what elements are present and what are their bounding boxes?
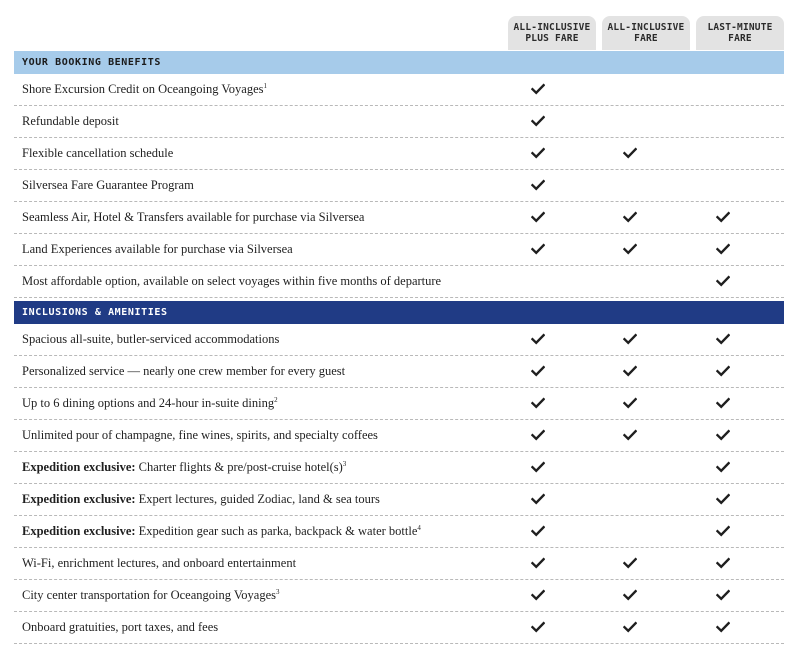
check-icon: [531, 333, 545, 345]
row-label-text: Seamless Air, Hotel & Transfers available for purchase via Silversea: [22, 210, 365, 224]
check-icon: [531, 83, 545, 95]
check-icon: [531, 429, 545, 441]
table-row: [14, 580, 784, 612]
row-label-text: Unlimited pour of champagne, fine wines, spirits, and specialty coffees: [22, 428, 378, 442]
check-icon: [716, 243, 730, 255]
row-label: [22, 612, 218, 643]
column-header-line2: PLUS FARE: [525, 33, 579, 44]
row-label: [22, 452, 346, 483]
row-label: [22, 580, 280, 611]
table-row: [14, 420, 784, 452]
row-label-emphasis: Expedition exclusive:: [22, 524, 136, 538]
footnote-marker: 2: [274, 396, 278, 404]
row-label: [22, 324, 279, 355]
row-label-text: Personalized service — nearly one crew member for every guest: [22, 364, 346, 378]
check-icon: [623, 211, 637, 223]
check-icon: [623, 333, 637, 345]
check-icon: [531, 243, 545, 255]
check-icon: [716, 397, 730, 409]
check-icon: [531, 147, 545, 159]
row-label: [22, 388, 278, 419]
row-label: [22, 484, 380, 515]
footnote-marker: 4: [417, 524, 421, 532]
check-icon: [531, 365, 545, 377]
table-row: [14, 74, 784, 106]
footnote-marker: 3: [276, 588, 280, 596]
table-row: [14, 106, 784, 138]
table-row: [14, 612, 784, 644]
check-icon: [531, 525, 545, 537]
row-label: [22, 356, 345, 387]
table-row: [14, 266, 784, 298]
section-header-inclusions: INCLUSIONS & AMENITIES: [14, 301, 784, 324]
check-icon: [531, 397, 545, 409]
row-label-text: Refundable deposit: [22, 114, 119, 128]
row-label: [22, 266, 441, 297]
check-icon: [623, 589, 637, 601]
table-row: [14, 548, 784, 580]
column-headers: [508, 16, 788, 52]
row-label: [22, 548, 296, 579]
row-label: [22, 170, 194, 201]
row-label: [22, 234, 293, 265]
row-label: [22, 202, 364, 233]
row-label-text: Most affordable option, available on select voyages within five months of departure: [22, 274, 442, 288]
row-label-text: Up to 6 dining options and 24-hour in-suite dining: [22, 396, 275, 410]
column-header-all-inclusive: [602, 16, 690, 50]
row-label: [22, 138, 173, 169]
row-label-emphasis: Expedition exclusive:: [22, 492, 136, 506]
row-label-text: Expedition gear such as parka, backpack & water bottle: [135, 524, 418, 538]
row-label-text: Shore Excursion Credit on Oceangoing Voyages: [22, 82, 264, 96]
table-row: [14, 388, 784, 420]
check-icon: [716, 493, 730, 505]
check-icon: [716, 525, 730, 537]
row-label-text: Onboard gratuities, port taxes, and fees: [22, 620, 219, 634]
check-icon: [531, 115, 545, 127]
row-label-text: Wi-Fi, enrichment lectures, and onboard entertainment: [22, 556, 297, 570]
check-icon: [623, 365, 637, 377]
check-icon: [623, 429, 637, 441]
check-icon: [531, 461, 545, 473]
column-header-line2: FARE: [728, 33, 752, 44]
row-label: [22, 106, 119, 137]
check-icon: [716, 429, 730, 441]
check-icon: [623, 621, 637, 633]
column-header-line2: FARE: [634, 33, 658, 44]
table-row: [14, 356, 784, 388]
check-icon: [716, 461, 730, 473]
check-icon: [531, 557, 545, 569]
check-icon: [531, 621, 545, 633]
row-label-text: Charter flights & pre/post-cruise hotel(s): [135, 460, 343, 474]
check-icon: [716, 333, 730, 345]
check-icon: [623, 397, 637, 409]
check-icon: [716, 365, 730, 377]
row-label-text: Flexible cancellation schedule: [22, 146, 174, 160]
row-label-text: Land Experiences available for purchase via Silversea: [22, 242, 293, 256]
check-icon: [623, 243, 637, 255]
check-icon: [716, 211, 730, 223]
column-header-last-minute: [696, 16, 784, 50]
check-icon: [716, 589, 730, 601]
check-icon: [623, 557, 637, 569]
section-header-booking-benefits: YOUR BOOKING BENEFITS: [14, 51, 784, 74]
row-label: [22, 420, 378, 451]
check-icon: [531, 211, 545, 223]
check-icon: [716, 275, 730, 287]
table-row: [14, 516, 784, 548]
column-header-line1: LAST-MINUTE: [707, 22, 773, 33]
row-label-text: Spacious all-suite, butler-serviced accommodations: [22, 332, 280, 346]
row-label-text: City center transportation for Oceangoing Voyages: [22, 588, 276, 602]
check-icon: [531, 179, 545, 191]
table-row: [14, 324, 784, 356]
column-header-line1: ALL-INCLUSIVE: [513, 22, 591, 33]
check-icon: [531, 493, 545, 505]
check-icon: [623, 147, 637, 159]
check-icon: [716, 557, 730, 569]
table-row: [14, 170, 784, 202]
footnote-marker: 1: [263, 82, 268, 90]
footnote-marker: 3: [342, 460, 347, 468]
row-label-emphasis: Expedition exclusive:: [22, 460, 136, 474]
table-row: [14, 452, 784, 484]
table-row: [14, 484, 784, 516]
check-icon: [531, 589, 545, 601]
row-label: [22, 516, 421, 547]
row-label-text: Silversea Fare Guarantee Program: [22, 178, 194, 192]
table-row: [14, 234, 784, 266]
row-label: [22, 74, 267, 105]
check-icon: [716, 621, 730, 633]
column-header-all-inclusive-plus: [508, 16, 596, 50]
row-label-text: Expert lectures, guided Zodiac, land & sea tours: [135, 492, 380, 506]
table-row: [14, 138, 784, 170]
column-header-line1: ALL-INCLUSIVE: [607, 22, 685, 33]
table-row: [14, 202, 784, 234]
